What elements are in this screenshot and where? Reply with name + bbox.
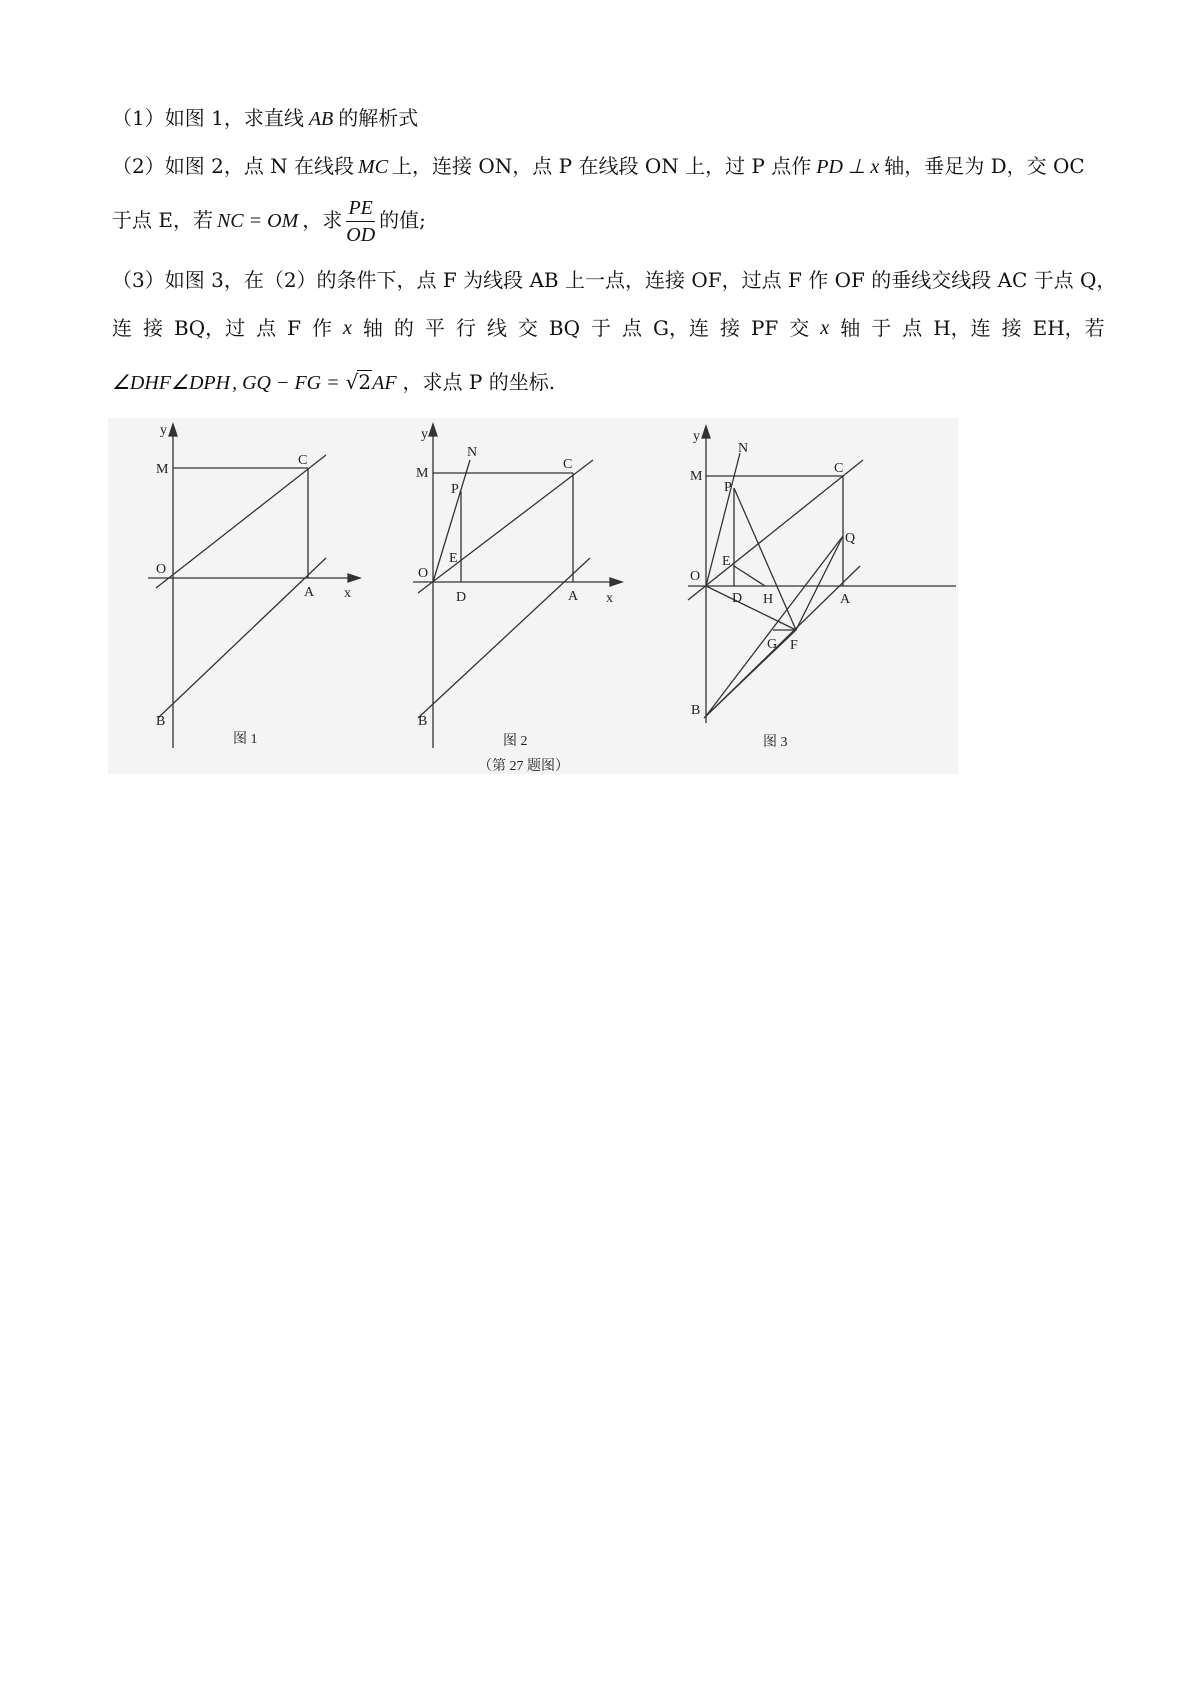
part3-length-expr: , GQ − FG = (232, 372, 340, 394)
fig2-label-c: C (563, 457, 573, 472)
fig2-label-a: A (568, 589, 579, 604)
fig3-label-f: F (790, 638, 798, 653)
fig2-label-y: y (421, 427, 428, 442)
part3-line2-word: BQ，过 (174, 316, 246, 340)
part3-line2-word: BQ (548, 316, 580, 340)
fig3-label-e: E (722, 554, 731, 569)
part1-line (112, 104, 418, 133)
part3-text-1: 如图 3，在（2）的条件下，点 F 为线段 AB 上一点，连接 OF，过点 F 作 OF 的垂线交线段 AC 于点 Q， (164, 268, 1117, 292)
part3-line2-word: 于 (871, 316, 892, 340)
part3-line2-word: 交 (517, 316, 538, 340)
fig2-label-d: D (456, 590, 467, 605)
fig3-label-y: y (693, 429, 700, 444)
fig2-label-b: B (418, 714, 428, 729)
part3-angle-expr: ∠DHF∠DPH (112, 372, 231, 394)
fig2-label-x: x (606, 591, 613, 606)
fig1-label-a: A (304, 585, 315, 600)
part2-text-4: 于点 E，若 (112, 208, 213, 232)
part3-line2-word: 交 (789, 316, 810, 340)
fig3-label-c: C (834, 461, 844, 476)
part3-line2-word: G，连 (652, 316, 709, 340)
part3-line2-word: x (342, 317, 352, 339)
fraction-numerator: PE (346, 195, 375, 222)
fig3-label-p: P (724, 480, 732, 495)
part2-text-6: 的值; (379, 208, 426, 232)
fig2-caption: 图 2 (503, 734, 528, 749)
part2-number: （2） (112, 154, 165, 178)
part2-line1 (112, 152, 1085, 181)
part3-line2-word: 连 (112, 316, 132, 340)
fraction-denominator: OD (346, 224, 376, 246)
fig1-label-b: B (156, 714, 166, 729)
part3-line2-word: 线 (486, 316, 507, 340)
part3-line2-word: H，连 (933, 316, 991, 340)
fig3-label-o: O (690, 569, 701, 584)
part3-number: （3） (112, 268, 165, 292)
part3-af: AF (372, 372, 397, 394)
part1-text-end: 的解析式 (338, 106, 419, 130)
part3-line2-word: 轴 (840, 316, 861, 340)
fig3-label-a: A (840, 592, 851, 607)
part2-var-nc: NC = OM (216, 210, 299, 232)
sqrt-argument: 2 (358, 370, 372, 394)
part3-line2-word: PF (750, 316, 779, 340)
fig3-label-m: M (690, 469, 703, 484)
figures-panel (108, 418, 958, 774)
fig2-label-e: E (449, 551, 458, 566)
part3-line2-word: 点 (902, 316, 923, 340)
part1-number: （1） (112, 106, 165, 130)
part3-line2-word: 作 (311, 316, 332, 340)
part3-line2-word: 平 (424, 316, 445, 340)
fig1-caption: 图 1 (233, 732, 258, 747)
part3-line2-word: 于 (590, 316, 611, 340)
part1-text: 如图 1，求直线 (164, 106, 304, 130)
part3-line2-word: 点 (256, 316, 277, 340)
part2-var-pd: PD ⊥ x (816, 156, 880, 178)
fig3-label-b: B (691, 703, 701, 718)
fig1-label-y: y (160, 423, 167, 438)
part3-line2-word: 接 (719, 316, 740, 340)
fig3-label-n: N (738, 441, 749, 456)
part3-line2-word: 行 (455, 316, 476, 340)
figures-caption: （第 27 题图） (478, 759, 569, 774)
part2-text-2: 上，连接 ON，点 P 在线段 ON 上，过 P 点作 (392, 154, 812, 178)
fig3-caption: 图 3 (763, 735, 788, 750)
sqrt-sign: √ (345, 370, 359, 394)
part3-line2-word: 轴 (362, 316, 383, 340)
part3-line2-word: 点 (621, 316, 642, 340)
pe-od-fraction (346, 195, 375, 248)
fig2-label-n: N (467, 445, 478, 460)
part3-line2-word: EH，若 (1032, 316, 1105, 340)
part3-line2-word: 接 (143, 316, 163, 340)
fig3-label-g: G (767, 637, 778, 652)
figure-background (108, 418, 958, 774)
part3-line2-word: F (287, 316, 301, 340)
part3-line2-word: 接 (1001, 316, 1022, 340)
fig3-label-q: Q (845, 531, 856, 546)
part3-line3 (112, 368, 555, 397)
part2-var-mc: MC (358, 156, 389, 178)
part3-line2-word: x (820, 317, 830, 339)
part1-var-ab: AB (308, 108, 334, 130)
fig2-label-o: O (418, 566, 429, 581)
fig1-label-m: M (156, 462, 169, 477)
fig3-label-d: D (732, 591, 743, 606)
fig1-label-c: C (298, 453, 308, 468)
part3-text-end: ，求点 P 的坐标. (402, 370, 556, 394)
part2-text-5: ，求 (302, 208, 343, 232)
part3-line1 (112, 266, 1116, 294)
part2-text-1: 如图 2，点 N 在线段 (164, 154, 355, 178)
fig1-label-x: x (344, 586, 351, 601)
part2-line2 (112, 192, 426, 249)
part3-line2 (112, 314, 1105, 342)
part2-text-3: 轴，垂足为 D，交 OC (884, 154, 1085, 178)
part3-line2-word: 的 (393, 316, 414, 340)
fig2-label-p: P (451, 482, 459, 497)
fig3-label-h: H (763, 592, 774, 607)
fig2-label-m: M (416, 466, 429, 481)
fig1-label-o: O (156, 562, 167, 577)
